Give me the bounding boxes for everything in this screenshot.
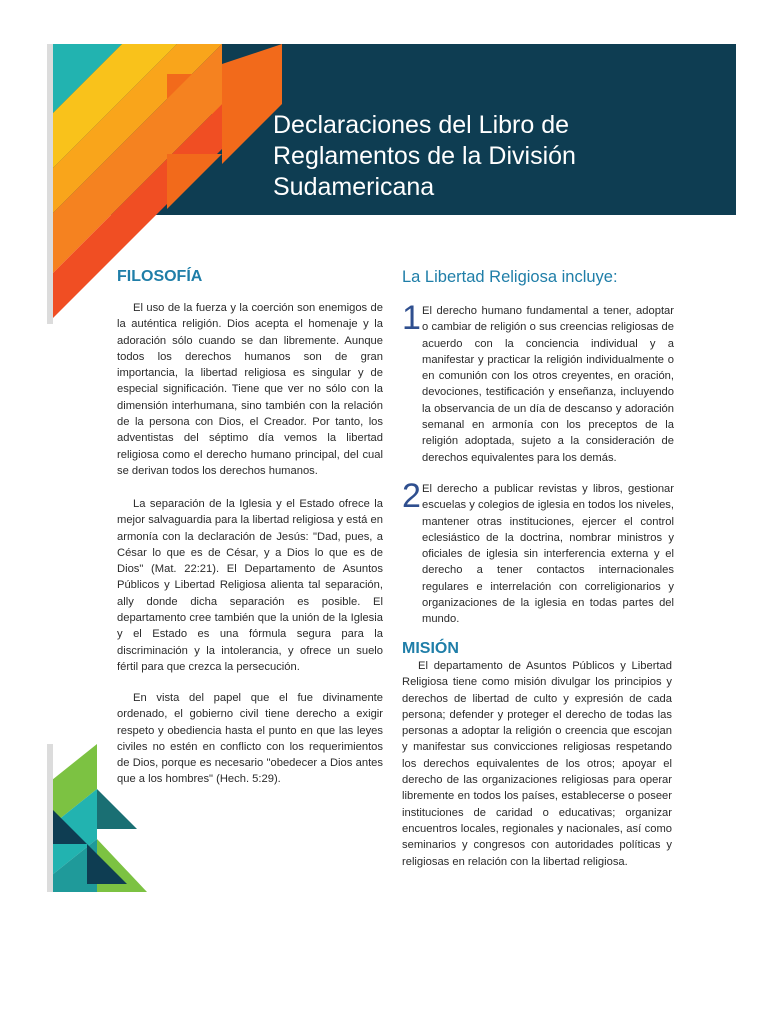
libertad-heading: La Libertad Religiosa incluye: <box>402 268 618 286</box>
page-title <box>273 110 693 203</box>
title-line: Sudamericana <box>273 173 435 201</box>
filosofia-heading: FILOSOFÍA <box>117 268 203 285</box>
filosofia-paragraph-1: El uso de la fuerza y la coerción son enemigos de la auténtica religión. Dios acepta el homenaje y la adoración sólo cuando se dan libremente. Aunque todos los derechos humanos son de gran importancia, la libertad religiosa es singular y de especial significación. Tiene que ver no sólo con la dimensión interhumana, sino también con la relación de la persona con Dios, el Creador. Por tanto, los adventistas del séptimo día vemos la libertad religiosa como el derecho humano principal, del cual se derivan todos los derechos humanos. <box>117 302 383 477</box>
mision-heading: MISIÓN <box>402 640 459 657</box>
title-line: Declaraciones del Libro de <box>273 111 570 139</box>
title-line: Reglamentos de la División <box>273 142 576 170</box>
filosofia-paragraph-3: En vista del papel que el fue divinamente ordenado, el gobierno civil tiene derecho a exigir respeto y obediencia hasta el punto en que las leyes civiles no estén en conflicto con los requerimientos de Dios, porque es necesario "obedecer a Dios antes que a los hombres" (Hech. 5:29). <box>117 692 383 786</box>
item-text: El derecho humano fundamental a tener, adoptar o cambiar de religión o sus creencias religiosas de acuerdo con la conciencia individual y a manifestar y practicar la religión individualmente o en comunión con los otros creyentes, en oración, devociones, testificación y enseñanza, incluyendo la observancia de un día de descanso y adoración semanal en armonía con los preceptos de la religión adoptada, sujeto a la consideración de derechos equivalentes para los demás. <box>422 305 674 464</box>
mision-paragraph: El departamento de Asuntos Públicos y Libertad Religiosa tiene como misión divulgar los principios y derechos de libertad de culto y expresión de cada persona; defender y proteger el derecho de todas las personas a adoptar la religión o creencia que escojan y manifestar sus convicciones religiosas respetando los derechos equivalentes de los otros; apoyar el derecho de las organizaciones religiosas para operar libremente en todos los países, establecerse o poseer instituciones de caridad o educativas; organizar encuentros locales, regionales y nacionales, así como seminarios y congresos con autoridades políticas y religiosas en relación con la libertad religiosa. <box>402 660 672 868</box>
filosofia-paragraph-2: La separación de la Iglesia y el Estado ofrece la mejor salvaguardia para la libertad religiosa y está en armonía con la declaración de Jesús: "Dad, pues, a César lo que es de César, y a Dios lo que es de Dios" (Mat. 22:21). El Departamento de Asuntos Públicos y Libertad Religiosa alienta tal separación, ally donde dicha separación es posible. El departamento cree también que la unión de la Iglesia y el Estado es una fórmula segura para la discriminación y la intolerancia, y ofrece un suelo fértil para que crezca la persecución. <box>117 498 383 673</box>
item-number: 1 <box>402 299 421 337</box>
document-page <box>47 44 736 892</box>
item-text: El derecho a publicar revistas y libros, gestionar escuelas y colegios de iglesia en todos los niveles, mantener otras instituciones, ejercer el control eclesiástico de la doctrina, nombrar ministros y oficiales de iglesia sin interferencia externa y el derecho a tener contactos internacionales regulares e interrelación con correligionarios y organizaciones de la iglesia en todas partes del mundo. <box>422 483 674 626</box>
list-item <box>402 299 674 464</box>
list-item <box>402 477 674 626</box>
item-number: 2 <box>402 477 421 515</box>
